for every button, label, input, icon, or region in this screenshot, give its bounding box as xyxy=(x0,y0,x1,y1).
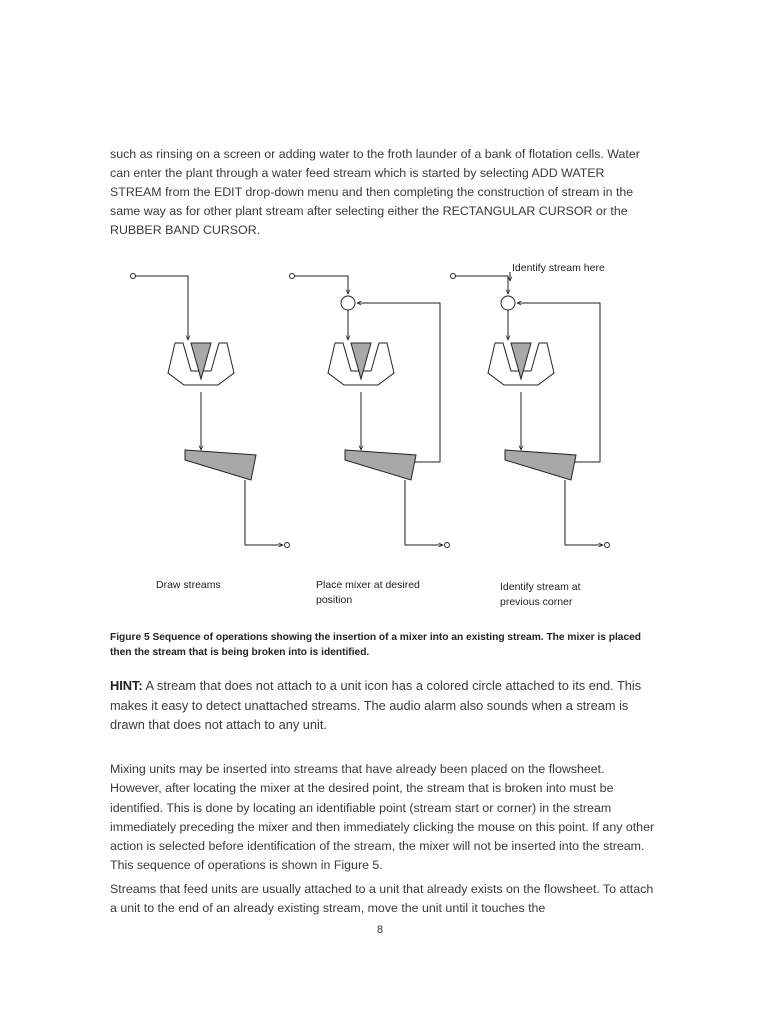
panel-draw-streams xyxy=(131,274,290,548)
feed-stream xyxy=(136,276,189,340)
stream-start-circle xyxy=(290,274,295,279)
panel-place-mixer xyxy=(290,274,450,548)
panel-identify-stream xyxy=(451,272,610,548)
label-place-mixer-line2: position xyxy=(316,594,353,606)
stream-start-circle xyxy=(131,274,136,279)
product-stream xyxy=(405,480,443,545)
page-number: 8 xyxy=(376,924,384,936)
mixer-icon xyxy=(341,296,355,310)
stream-start-circle xyxy=(451,274,456,279)
hint-label: HINT: xyxy=(110,678,143,693)
figure-caption: Figure 5 Sequence of operations showing the insertion of a mixer into an existing stream. The mixer is placed then the stream that is being broken into is identified. xyxy=(110,632,642,658)
feed-stream xyxy=(456,276,509,294)
mixer-icon xyxy=(501,296,515,310)
figure-5-diagram xyxy=(0,250,768,620)
label-identify-stream-line2: previous corner xyxy=(500,596,573,608)
mixing-paragraph: Mixing units may be inserted into streams that have already been placed on the flowsheet. However, after locating the mixer at the desired point, the stream that is broken into must be identified. This is done by locating an identifiable point (stream start or corner) in the stream immediately preceding the mixer and then immediately clicking the mouse on this point. If any other action is selected before identification of the stream, the mixer will not be inserted into the stream. This sequence of operations is shown in Figure 5. xyxy=(110,762,655,873)
label-identify-stream-line1: Identify stream at xyxy=(500,581,581,593)
product-stream xyxy=(565,480,603,545)
unattached-end-circle xyxy=(285,543,290,548)
screen-icon xyxy=(345,450,416,480)
unattached-end-circle xyxy=(445,543,450,548)
identify-stream-annotation: Identify stream here xyxy=(512,262,605,274)
hint-text: A stream that does not attach to a unit icon has a colored circle attached to its end. This makes it easy to detect unattached streams. The audio alarm also sounds when a stream is drawn that does not attach to any unit. xyxy=(110,678,642,732)
feed-stream xyxy=(295,276,349,294)
screen-icon xyxy=(505,450,576,480)
product-stream xyxy=(245,480,283,545)
screen-icon xyxy=(185,450,256,480)
label-place-mixer-line1: Place mixer at desired xyxy=(316,579,420,591)
label-draw-streams: Draw streams xyxy=(156,579,221,591)
cyclone-icon xyxy=(168,343,234,385)
cyclone-icon xyxy=(488,343,554,385)
cyclone-icon xyxy=(328,343,394,385)
intro-paragraph: such as rinsing on a screen or adding water to the froth launder of a bank of flotation cells. Water can enter the plant through a water feed stream which is started by selecting ADD WATER STREAM from the EDIT drop-down menu and then completing the construction of stream in the same way as for other plant stream after selecting either the RECTANGULAR CURSOR or the RUBBER BAND CURSOR. xyxy=(110,147,640,237)
streams-paragraph: Streams that feed units are usually attached to a unit that already exists on the flowsheet. To attach a unit to the end of an already existing stream, move the unit until it touches the xyxy=(110,882,654,916)
unattached-end-circle xyxy=(605,543,610,548)
hint-paragraph xyxy=(110,676,655,735)
